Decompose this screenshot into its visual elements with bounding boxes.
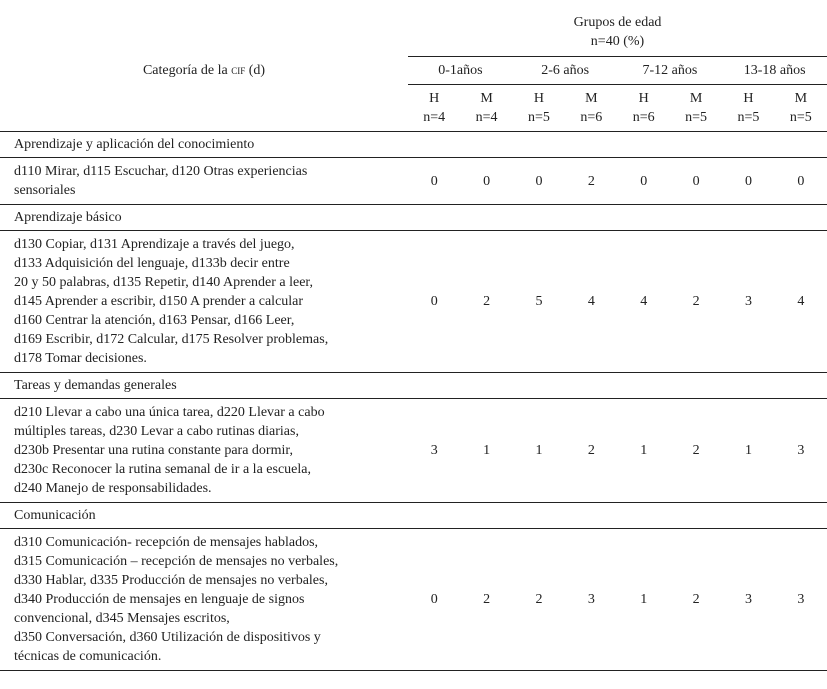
sample-size: n=5 [685, 110, 708, 125]
sex-column-header [460, 85, 512, 132]
table-row [0, 399, 827, 503]
description-line: d160 Centrar la atención, d163 Pensar, d166 Leer, [14, 313, 295, 328]
groups-subtitle: n=40 (%) [590, 34, 645, 49]
value-cell: 0 [408, 231, 460, 373]
description-line: sensoriales [14, 183, 76, 198]
section-title: Aprendizaje y aplicación del conocimiento [0, 132, 827, 158]
value-cell: 1 [618, 529, 670, 671]
sex-label: H [533, 91, 544, 106]
value-cell: 1 [513, 399, 565, 503]
value-cell: 4 [618, 231, 670, 373]
value-cell: 2 [565, 399, 617, 503]
sex-label: H [743, 91, 754, 106]
category-column-header [0, 8, 408, 132]
description-line: d169 Escribir, d172 Calcular, d175 Resolver problemas, [14, 332, 329, 347]
value-cell: 4 [775, 231, 827, 373]
description-line: d310 Comunicación- recepción de mensajes hablados, [14, 535, 319, 550]
section-row [0, 205, 827, 231]
value-cell: 1 [722, 399, 774, 503]
section-title: Comunicación [0, 503, 827, 529]
table-row [0, 158, 827, 205]
category-label: Categoría de la [142, 62, 228, 78]
age-group-header: 7-12 años [618, 57, 723, 85]
description-line: técnicas de comunicación. [14, 649, 162, 664]
groups-title: Grupos de edad [573, 15, 662, 30]
description-line: d130 Copiar, d131 Aprendizaje a través del juego, [14, 237, 295, 252]
value-cell: 2 [460, 231, 512, 373]
value-cell: 0 [513, 158, 565, 205]
sex-column-header [618, 85, 670, 132]
value-cell: 0 [722, 158, 774, 205]
category-suffix: (d) [248, 62, 266, 78]
sex-label: H [638, 91, 649, 106]
description-line: d230c Reconocer la rutina semanal de ir a la escuela, [14, 462, 311, 477]
description-line: d350 Conversación, d360 Utilización de dispositivos y [14, 630, 321, 645]
age-groups-header [408, 8, 827, 57]
value-cell: 4 [565, 231, 617, 373]
description-line: d330 Hablar, d335 Producción de mensajes no verbales, [14, 573, 328, 588]
sex-column-header [513, 85, 565, 132]
value-cell: 0 [618, 158, 670, 205]
category-description [0, 231, 408, 373]
sex-label: M [585, 91, 598, 106]
section-title: Aprendizaje básico [0, 205, 827, 231]
sex-column-header [408, 85, 460, 132]
description-line: d145 Aprender a escribir, d150 A prender a calcular [14, 294, 304, 309]
value-cell: 2 [513, 529, 565, 671]
description-line: d133 Adquisición del lenguaje, d133b decir entre [14, 256, 290, 271]
section-row [0, 503, 827, 529]
description-line: d178 Tomar decisiones. [14, 351, 147, 366]
value-cell: 2 [670, 529, 722, 671]
value-cell: 3 [775, 399, 827, 503]
value-cell: 0 [460, 158, 512, 205]
value-cell: 1 [460, 399, 512, 503]
value-cell: 3 [775, 529, 827, 671]
sex-column-header [565, 85, 617, 132]
value-cell: 3 [408, 399, 460, 503]
value-cell: 2 [460, 529, 512, 671]
category-description [0, 399, 408, 503]
sex-column-header [775, 85, 827, 132]
description-line: 20 y 50 palabras, d135 Repetir, d140 Aprender a leer, [14, 275, 314, 290]
sample-size: n=6 [580, 110, 603, 125]
section-title: Tareas y demandas generales [0, 373, 827, 399]
category-description [0, 158, 408, 205]
description-line: múltiples tareas, d230 Levar a cabo rutinas diarias, [14, 424, 299, 439]
table-row [0, 231, 827, 373]
section-row [0, 373, 827, 399]
value-cell: 0 [408, 158, 460, 205]
table-row [0, 529, 827, 671]
description-line: d340 Producción de mensajes en lenguaje de signos [14, 592, 305, 607]
value-cell: 2 [565, 158, 617, 205]
value-cell: 3 [722, 529, 774, 671]
sample-size: n=6 [632, 110, 655, 125]
value-cell: 2 [670, 399, 722, 503]
value-cell: 5 [513, 231, 565, 373]
sample-size: n=5 [789, 110, 812, 125]
description-line: d210 Llevar a cabo una única tarea, d220 Llevar a cabo [14, 405, 325, 420]
age-group-header: 13-18 años [722, 57, 827, 85]
sample-size: n=5 [527, 110, 550, 125]
value-cell: 0 [670, 158, 722, 205]
description-line: d110 Mirar, d115 Escuchar, d120 Otras experiencias [14, 164, 308, 179]
value-cell: 3 [722, 231, 774, 373]
sex-column-header [670, 85, 722, 132]
value-cell: 0 [775, 158, 827, 205]
category-abbr: cif [231, 61, 246, 77]
sex-label: H [429, 91, 440, 106]
age-group-header: 0-1años [408, 57, 513, 85]
sex-column-header [722, 85, 774, 132]
age-group-header: 2-6 años [513, 57, 618, 85]
value-cell: 0 [408, 529, 460, 671]
description-line: convencional, d345 Mensajes escritos, [14, 611, 230, 626]
sample-size: n=4 [423, 110, 446, 125]
sex-label: M [689, 91, 703, 106]
value-cell: 1 [618, 399, 670, 503]
sex-label: M [480, 91, 493, 106]
section-row [0, 132, 827, 158]
description-line: d240 Manejo de responsabilidades. [14, 481, 212, 496]
value-cell: 2 [670, 231, 722, 373]
sample-size: n=5 [737, 110, 760, 125]
sex-label: M [794, 91, 808, 106]
sample-size: n=4 [475, 110, 498, 125]
cif-category-table [0, 8, 827, 671]
description-line: d315 Comunicación – recepción de mensajes no verbales, [14, 554, 339, 569]
description-line: d230b Presentar una rutina constante para dormir, [14, 443, 293, 458]
value-cell: 3 [565, 529, 617, 671]
category-description [0, 529, 408, 671]
